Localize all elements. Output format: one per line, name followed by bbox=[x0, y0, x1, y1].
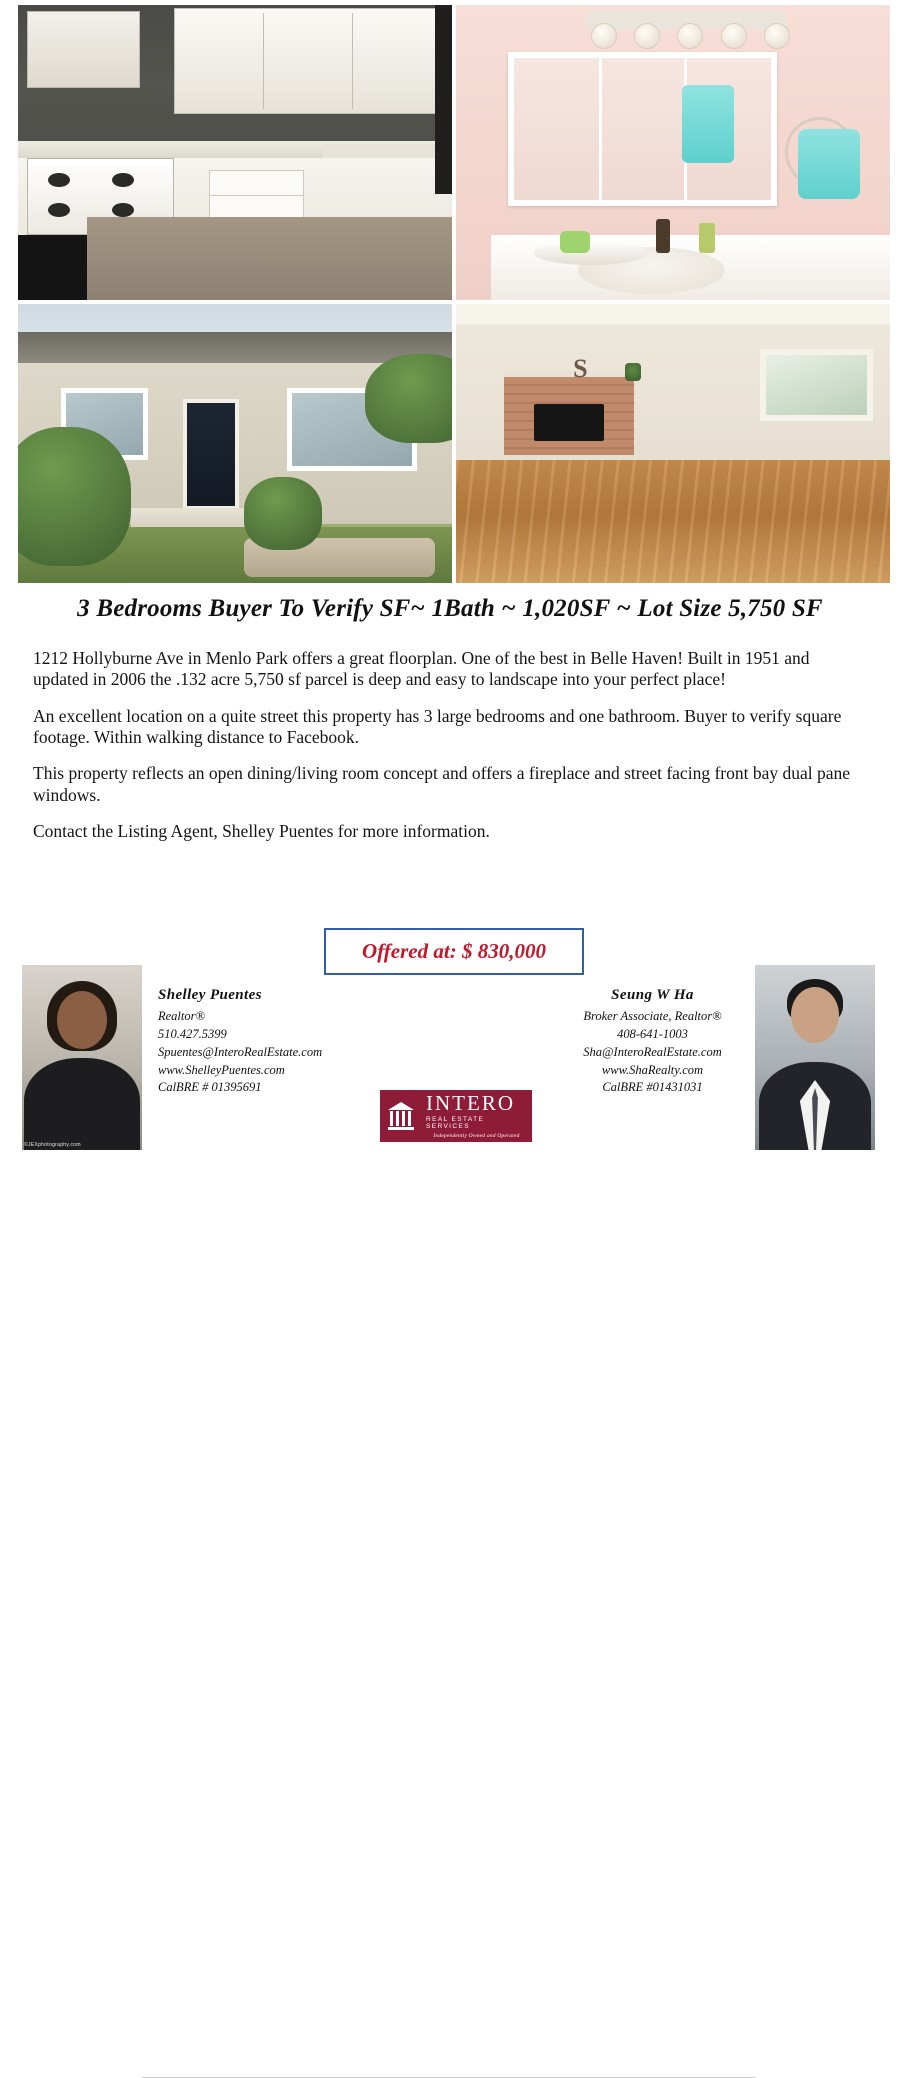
brand-subtagline: Independently Owned and Operated bbox=[433, 1133, 520, 1139]
exterior-front-photo bbox=[18, 304, 452, 583]
intero-building-icon bbox=[380, 1090, 422, 1142]
agent-website[interactable]: www.ShelleyPuentes.com bbox=[158, 1062, 285, 1077]
mantel-plant bbox=[625, 363, 641, 381]
exterior-tree bbox=[365, 354, 452, 443]
agent-details-shelley-puentes bbox=[158, 985, 322, 1097]
living-room-hardwood-floor bbox=[456, 460, 890, 583]
agent-license: CalBRE # 01395691 bbox=[158, 1080, 262, 1095]
agent-title: Broker Associate, Realtor® bbox=[583, 1009, 722, 1024]
listing-headline: 3 Bedrooms Buyer To Verify SF~ 1Bath ~ 1,020SF ~ Lot Size 5,750 SF bbox=[77, 595, 823, 622]
agent-email[interactable]: Spuentes@InteroRealEstate.com bbox=[158, 1044, 323, 1059]
mantel-letter: S bbox=[573, 354, 588, 384]
brand-tagline: REAL ESTATE SERVICES bbox=[426, 1116, 485, 1130]
agent-phone[interactable]: 408-641-1003 bbox=[617, 1027, 688, 1042]
intero-logo bbox=[380, 1090, 532, 1142]
kitchen-floor bbox=[87, 217, 452, 300]
bathroom-photo bbox=[456, 5, 890, 300]
agent-phone[interactable]: 510.427.5399 bbox=[158, 1027, 227, 1042]
kitchen-doorway-shadow bbox=[435, 5, 452, 194]
kitchen-photo bbox=[18, 5, 452, 300]
kitchen-upper-cabinets bbox=[174, 8, 443, 114]
description-paragraph-2: An excellent location on a quite street this property has 3 large bedrooms and one bathroom. Buyer to verify square footage. Within walking distance to Facebook. bbox=[33, 705, 842, 748]
bathroom-candle bbox=[560, 231, 590, 253]
bathroom-decor-tray bbox=[534, 241, 647, 265]
description-paragraph-3: This property reflects an open dining/living room concept and offers a fireplace and street facing front bay dual pane windows. bbox=[33, 763, 851, 805]
bathroom-bottle bbox=[656, 219, 670, 253]
photo-credit: ©JEXphotography.com bbox=[24, 1142, 81, 1148]
living-room-firebox bbox=[534, 404, 603, 440]
agent-name: Shelley Puentes bbox=[158, 987, 262, 1003]
living-room-photo bbox=[456, 304, 890, 583]
intero-wordmark bbox=[422, 1090, 532, 1142]
bathroom-towel bbox=[798, 129, 860, 199]
agent-name: Seung W Ha bbox=[611, 987, 694, 1003]
brand-name: INTERO bbox=[426, 1091, 515, 1115]
bathroom-soap bbox=[699, 223, 715, 253]
offered-price-text: Offered at: $ 830,000 bbox=[362, 939, 546, 963]
exterior-front-door bbox=[183, 399, 239, 511]
living-room-window bbox=[760, 349, 873, 422]
description-paragraph-1: 1212 Hollyburne Ave in Menlo Park offers a great floorplan. One of the best in Belle Haven! Built in 1951 and updated in 2006 the .132 acre 5,750 sf parcel is deep and easy to landscape into your perfect place! bbox=[33, 648, 810, 690]
bathroom-hand-towel bbox=[682, 85, 734, 163]
agent-photo-shelley-puentes bbox=[22, 965, 142, 1150]
agent-website[interactable]: www.ShaRealty.com bbox=[601, 1062, 704, 1077]
agent-details-seung-w-ha bbox=[560, 985, 745, 1097]
agent-email[interactable]: Sha@InteroRealEstate.com bbox=[583, 1044, 722, 1059]
exterior-shrub-center bbox=[244, 477, 322, 550]
agent-photo-seung-w-ha bbox=[755, 965, 875, 1150]
agent-license: CalBRE #01431031 bbox=[602, 1080, 703, 1095]
property-photo-grid bbox=[18, 5, 890, 585]
listing-description bbox=[33, 648, 868, 857]
exterior-shrub-left bbox=[18, 427, 131, 567]
living-room-ceiling bbox=[456, 304, 890, 324]
description-paragraph-4: Contact the Listing Agent, Shelley Puentes for more information. bbox=[33, 821, 490, 842]
bathroom-mirror bbox=[508, 52, 777, 205]
kitchen-range-hood bbox=[27, 11, 140, 88]
agent-title: Realtor® bbox=[158, 1009, 205, 1024]
